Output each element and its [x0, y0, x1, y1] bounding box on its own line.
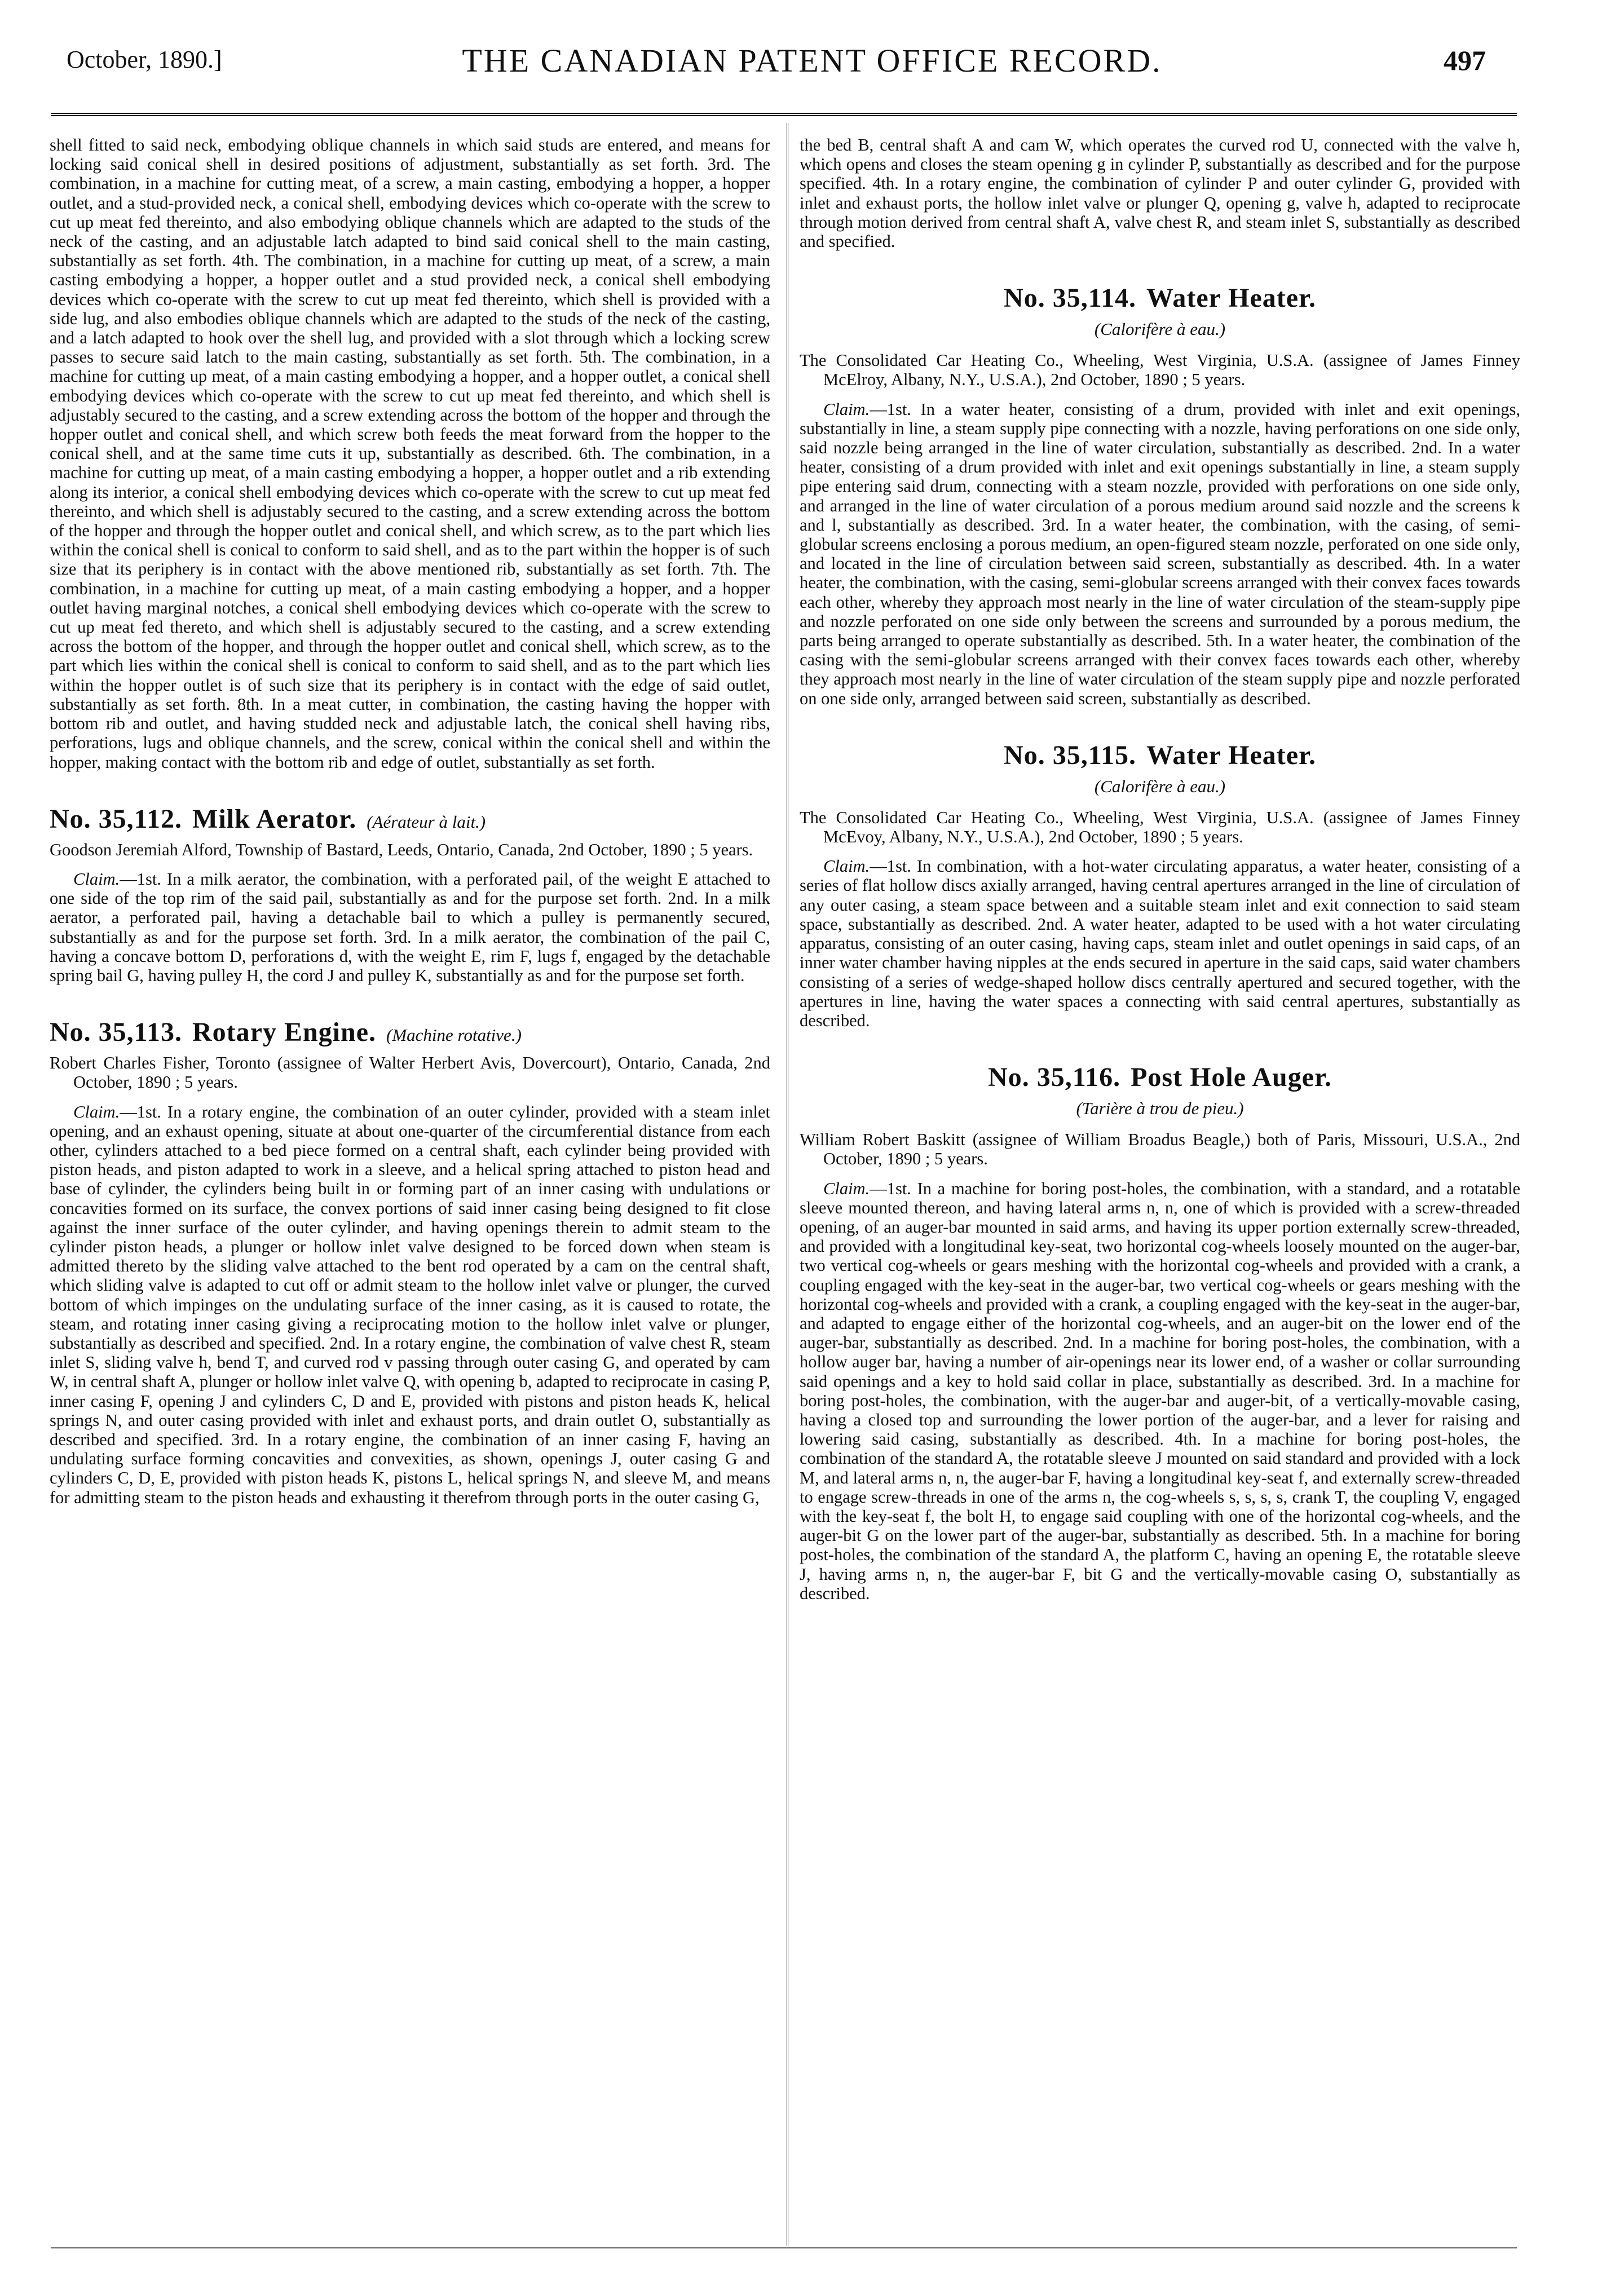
entry-heading [800, 282, 1520, 314]
header-title: THE CANADIAN PATENT OFFICE RECORD. [462, 42, 1162, 79]
patent-entry [50, 803, 770, 985]
claim-label: Claim. [73, 1102, 120, 1121]
claim-text [800, 1179, 1520, 1603]
claim-body: —1st. In a milk aerator, the combination, with a perforated pail, of the weight E attached to one side of the top rim of the said pail, substantially as and for the purpose set forth. 2nd. In a milk aerator, a perforated pail, having a detachable bail to which a pulley is permanently secured, substantially as and for the purpose set forth. 3rd. In a milk aerator, the combination of the pail C, having a concave bottom D, perforations d, with the weight E, rim F, lugs f, engaged by the detachable spring bail G, having pulley H, the cord J and pulley K, substantially as and for the purpose set forth. [50, 869, 770, 985]
header-rule [51, 113, 1517, 116]
patent-number: No. 35,113. [50, 1017, 183, 1048]
patent-title: Rotary Engine. [192, 1017, 377, 1048]
entry-heading [50, 1017, 770, 1048]
patentee-info: William Robert Baskitt (assignee of William Broadus Beagle,) both of Paris, Missouri, U.S.A., 2nd October, 1890 ; 5 years. [800, 1130, 1520, 1169]
patent-number: No. 35,114. [1004, 283, 1137, 314]
entry-heading [800, 1062, 1520, 1093]
french-title: (Aérateur à lait.) [367, 811, 486, 832]
patentee-info: The Consolidated Car Heating Co., Wheeling, West Virginia, U.S.A. (assignee of James Finney McElroy, Albany, N.Y., U.S.A.), 2nd October, 1890 ; 5 years. [800, 351, 1520, 390]
patent-number: No. 35,116. [988, 1062, 1121, 1093]
claim-body: —1st. In combination, with a hot-water circulating apparatus, a water heater, consisting of a series of flat hollow discs axially arranged, having central apertures arranged in the line of circulation of any outer casing, a steam space between and a suitable steam inlet and exit connection to said steam space, substantially as described. 2nd. A water heater, adapted to be used with a hot water circulating apparatus, consisting of an outer casing, having caps, steam inlet and outlet openings in said caps, of an inner water chamber having nipples at the ends secured in aperture in the said caps, said water chambers consisting of a series of wedge-shaped hollow discs centrally apertured and secured together, with the apertures in line, having the water spaces a connecting with said central apertures, substantially as described. [800, 856, 1520, 1030]
page-number: 497 [1444, 45, 1486, 76]
patent-number: No. 35,112. [50, 803, 183, 834]
claim-body: —1st. In a water heater, consisting of a drum, provided with inlet and exit openings, substantially in line, a steam supply pipe connecting with a nozzle, having perforations on one side only, said nozzle being arranged in the line of water circulation, substantially as described. 2nd. In a water heater, consisting of a drum provided with inlet and exit openings substantially in line, a steam supply pipe entering said drum, connecting with a steam nozzle, provided with perforations on one side only, and arranged in the line of water circulation of a porous medium around said nozzle and the screens k and l, substantially as described. 3rd. In a water heater, the combination, with the casing, of semi-globular screens enclosing a porous medium, an open-figured steam nozzle, perforated on one side only, and located in the line of circulation between said screen, substantially as described. 4th. In a water heater, the combination, with the casing, semi-globular screens arranged with their convex faces towards each other, whereby they approach most nearly in the line of water circulation of the steam-supply pipe and nozzle perforated on one side only between the screens and surrounded by a porous medium, the parts being arranged to operate substantially as described. 5th. In a water heater, the combination of the casing with the semi-globular screens arranged with their convex faces towards each other, whereby they approach most nearly in the line of water circulation of the steam supply pipe and nozzle perforated on one side only, arranged between said screen, substantially as described. [800, 399, 1520, 708]
entry-heading [800, 740, 1520, 771]
continued-claims-text: shell fitted to said neck, embodying oblique channels in which said studs are entered, and means for locking said conical shell in desired positions of adjustment, substantially as set forth. 3rd. The combination, in a machine for cutting meat, of a screw, a main casting, embodying a hopper, a hopper outlet, and a stud-provided neck, a conical shell, embodying devices which co-operate with the screw to cut up meat fed thereinto, and also embodying oblique channels which are adapted to the studs of the neck of the casting, and an adjustable latch adapted to bind said conical shell to the main casting, substantially as set forth. 4th. The combination, in a machine for cutting up meat, of a screw, a main casting embodying a hopper, a hopper outlet and a stud provided neck, a conical shell embodying devices which co-operate with the screw to cut up meat fed thereinto, which shell is provided with a side lug, and also embodies oblique channels which are adapted to the studs of the neck of the casting, and a latch adapted to hook over the shell lug, and provided with a slot through which a locking screw passes to secure said latch to the main casting, substantially as set forth. 5th. The combination, in a machine for cutting up meat, of a main casting embodying a hopper, and a hopper outlet, a conical shell embodying devices which co-operate with the screw to cut up meat fed thereinto, and which shell is adjustably secured to the casting, and a screw extending across the bottom of the hopper and through the hopper outlet and conical shell, and which screw both feeds the meat forward from the hopper to the conical shell, and at the same time cuts it up, substantially as described. 6th. The combination, in a machine for cutting up meat, of a main casting embodying a hopper, a hopper outlet and a rib extending along its interior, a conical shell embodying devices which co-operate with the screw to cut up meat fed thereinto, and which shell is adjustably secured to the casting, and a screw extending across the bottom of the hopper and through the hopper outlet and conical shell, and which screw, as to the part which lies within the conical shell is conical to conform to said shell, and as to the part within the hopper is of such size that its periphery is in contact with the above mentioned rib, substantially as set forth. 7th. The combination, in a machine for cutting up meat, of a main casting embodying a hopper, and a hopper outlet having marginal notches, a conical shell embodying devices which co-operate with the screw to cut up meat fed thereto, and which shell is adjustably secured to the casting, and a screw extending across the bottom of the hopper, and through the hopper outlet and conical shell, which screw, as to the part which lies within the conical shell is conical to conform to said shell, and as to the part which lies within the hopper outlet is of such size that its periphery is in contact with the edge of said outlet, substantially as set forth. 8th. In a meat cutter, in combination, the casting having the hopper with bottom rib and outlet, and having studded neck and adjustable latch, the conical shell having ribs, perforations, lugs and oblique channels, and the screw, conical within the conical shell and within the hopper, making contact with the bottom rib and edge of outlet, substantially as set forth. [50, 135, 770, 772]
claim-label: Claim. [73, 869, 120, 889]
entry-heading [50, 803, 770, 834]
claim-label: Claim. [823, 399, 870, 419]
footer-rule [51, 2247, 1517, 2249]
column-divider [787, 123, 788, 2246]
claim-body: —1st. In a rotary engine, the combination of an outer cylinder, provided with a steam inlet opening, and an exhaust opening, situate at about one-quarter of the circumferential distance from each other, cylinders attached to a bed piece formed on a central shaft, each cylinder being provided with piston heads, and piston adapted to work in a sleeve, and a helical spring attached to piston head and base of cylinder, the cylinders being built in or forming part of an inner casing with undulations or concavities formed on its surface, the convex portions of said inner casing being designed to fit close against the inner surface of the outer cylinder, and having openings therein to admit steam to the cylinder piston heads, a plunger or hollow inlet valve designed to be forced down when steam is admitted thereto by the sliding valve attached to the bent rod operated by a cam on the central shaft, which sliding valve is adapted to cut off or admit steam to the hollow inlet valve or plunger, the curved bottom of which impinges on the undulating surface of the inner casing, as it is caused to rotate, the steam, and rotating inner casing giving a reciprocating motion to the hollow inlet valve or plunger, substantially as described and specified. 2nd. In a rotary engine, the combination of valve chest R, steam inlet S, sliding valve h, bend T, and curved rod v passing through outer casing G, and operated by cam W, in central shaft A, plunger or hollow inlet valve Q, with opening b, adapted to reciprocate in casing P, inner casing F, opening J and cylinders C, D and E, provided with pistons and piston heads K, helical springs N, and outer casing provided with inlet and exhaust ports, and drain outlet O, substantially as described and specified. 3rd. In a rotary engine, the combination of an inner casing F, having an undulating surface forming concavities and convexities, as shown, openings J, outer casing G and cylinders C, D, E, provided with piston heads K, pistons L, helical springs N, and sleeve M, and means for admitting steam to the piston heads and exhausting it therefrom through ports in the outer casing G, [50, 1102, 770, 1507]
patentee-info: Robert Charles Fisher, Toronto (assignee of Walter Herbert Avis, Dovercourt), Ontario, Canada, 2nd October, 1890 ; 5 years. [50, 1053, 770, 1092]
left-column [50, 135, 770, 2241]
patent-title: Water Heater. [1146, 740, 1316, 770]
patent-entry [50, 1017, 770, 1507]
patent-entry [800, 1062, 1520, 1603]
claim-text [50, 1102, 770, 1507]
continued-claims-text: the bed B, central shaft A and cam W, which operates the curved rod U, connected with the valve h, which opens and closes the steam opening g in cylinder P, substantially as described and for the purpose specified. 4th. In a rotary engine, the combination of cylinder P and outer cylinder G, provided with inlet and exhaust ports, the hollow inlet valve or plunger Q, opening g, valve h, adapted to reciprocate through motion derived from central shaft A, valve chest R, and steam inlet S, substantially as described and specified. [800, 135, 1520, 251]
patent-entry [800, 282, 1520, 708]
claim-label: Claim. [823, 856, 870, 876]
claim-label: Claim. [823, 1178, 870, 1198]
patent-title: Post Hole Auger. [1131, 1062, 1332, 1093]
patent-title: Water Heater. [1146, 283, 1316, 314]
claim-text [800, 856, 1520, 1030]
claim-text [800, 400, 1520, 708]
claim-text [50, 869, 770, 985]
french-title: (Calorifère à eau.) [1094, 776, 1226, 796]
french-title: (Machine rotative.) [386, 1025, 522, 1045]
patent-title: Milk Aerator. [192, 803, 357, 834]
patent-number: No. 35,115. [1004, 740, 1137, 770]
french-title: (Tarière à trou de pieu.) [1076, 1098, 1244, 1119]
patentee-info: The Consolidated Car Heating Co., Wheeling, West Virginia, U.S.A. (assignee of James Finney McEvoy, Albany, N.Y., U.S.A.), 2nd October, 1890 ; 5 years. [800, 807, 1520, 847]
header-date: October, 1890.] [67, 46, 222, 73]
patent-entry [800, 740, 1520, 1030]
french-title: (Calorifère à eau.) [1094, 319, 1226, 339]
right-column [800, 135, 1520, 2241]
claim-body: —1st. In a machine for boring post-holes, the combination, with a standard, and a rotatable sleeve mounted thereon, and having lateral arms n, n, one of which is provided with a screw-threaded opening, of an auger-bar mounted in said arms, and having its upper portion externally screw-threaded, and provided with a longitudinal key-seat, two horizontal cog-wheels loosely mounted on the auger-bar, two vertical cog-wheels or gears meshing with the horizontal cog-wheels and provided with a crank, a coupling engaged with the key-seat in the auger-bar, two vertical cog-wheels or gears meshing with the horizontal cog-wheels and provided with a crank, a coupling engaged with the key-seat in the auger-bar, and adapted to engage either of the horizontal cog-wheels, and an auger-bit on the lower end of the auger-bar, substantially as described. 2nd. In a machine for boring post-holes, the combination, with a hollow auger bar, having a number of air-openings near its lower end, of a washer or collar surrounding said openings and a key to hold said collar in place, substantially as described. 3rd. In a machine for boring post-holes, the combination, with the auger-bar and auger-bit, of a vertically-movable casing, having a closed top and surrounding the lower portion of the auger-bar, and a lever for raising and lowering said casing, substantially as described. 4th. In a machine for boring post-holes, the combination of the standard A, the rotatable sleeve J mounted on said standard and provided with a lock M, and lateral arms n, n, the auger-bar F, having a longitudinal key-seat f, and externally screw-threaded to engage screw-threads in one of the arms n, the cog-wheels s, s, s, s, crank T, the coupling V, engaged with the key-seat f, the bolt H, to engage said coupling with one of the horizontal cog-wheels, and the auger-bit G on the lower part of the auger-bar, substantially as described. 5th. In a machine for boring post-holes, the combination of the standard A, the platform C, having an opening E, the rotatable sleeve J, having arms n, n, the auger-bar F, bit G and the vertically-movable casing O, substantially as described. [800, 1178, 1520, 1603]
patentee-info: Goodson Jeremiah Alford, Township of Bastard, Leeds, Ontario, Canada, 2nd October, 1890 ; 5 years. [50, 840, 753, 859]
